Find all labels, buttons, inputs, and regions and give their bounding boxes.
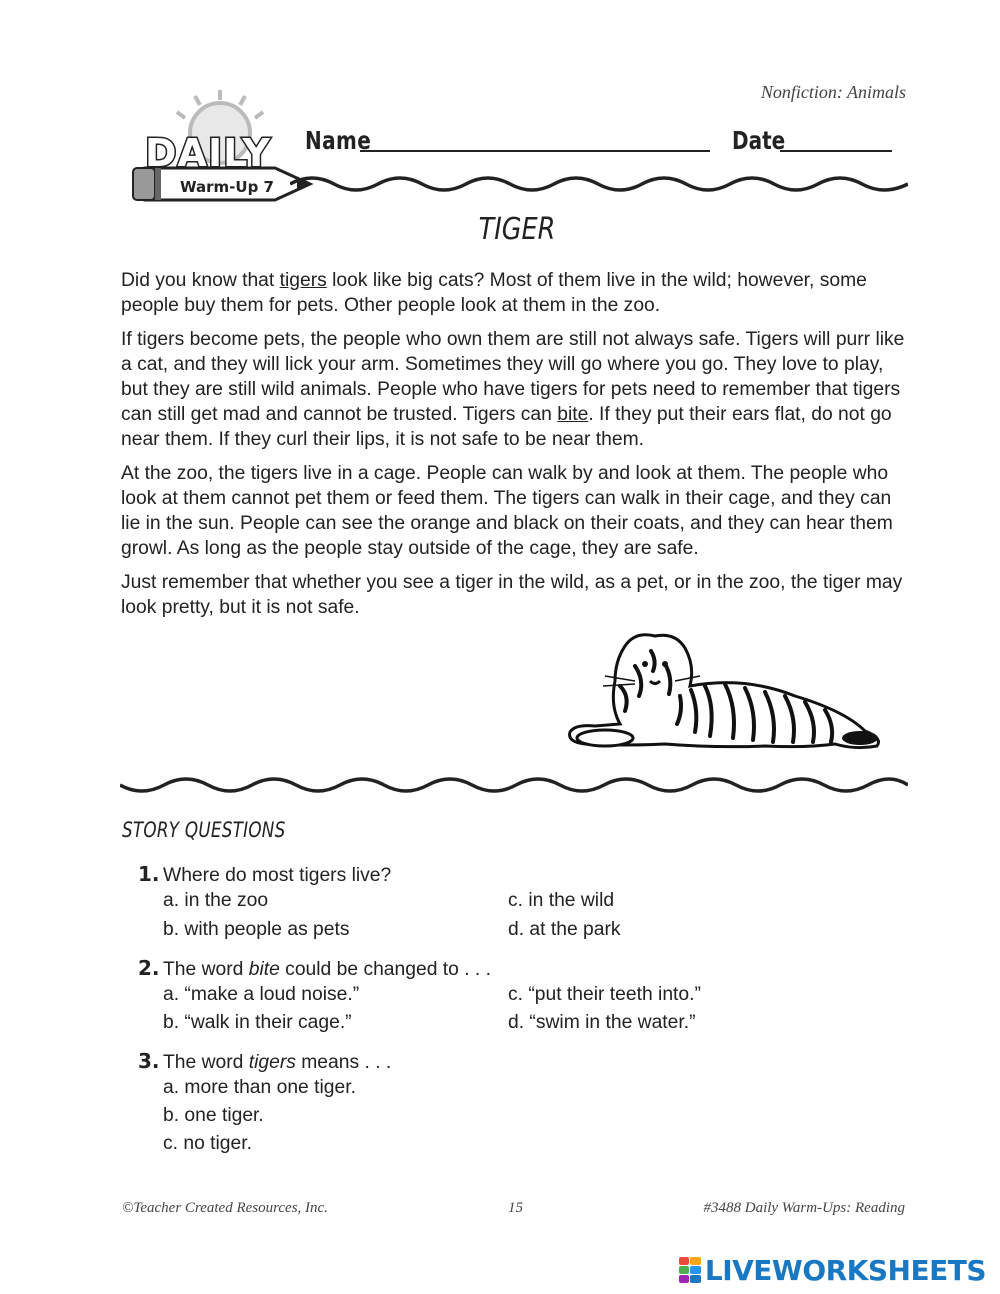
liveworksheets-brand[interactable] (679, 1252, 986, 1288)
q1-option-a[interactable]: a. in the zoo (163, 890, 269, 911)
brand-name: LIVEWORKSHEETS (704, 1253, 986, 1287)
q1-option-b[interactable]: b. with people as pets (163, 919, 350, 940)
story-paragraph: Just remember that whether you see a tiger in the wild, as a pet, or in the zoo, the tiger may look pretty, but it is not safe. (121, 572, 903, 618)
question-2: 2. The word bite could be changed to . . . (138, 956, 491, 980)
question-3: 3. The word tigers means . . . (138, 1049, 392, 1073)
date-field[interactable] (780, 150, 892, 152)
q2-option-c[interactable]: c. “put their teeth into.” (508, 984, 701, 1005)
category-label: Nonfiction: Animals (760, 82, 906, 102)
footer-book-title: #3488 Daily Warm-Ups: Reading (703, 1200, 905, 1216)
q2-option-d[interactable]: d. “swim in the water.” (508, 1012, 696, 1033)
q2-option-b[interactable]: b. “walk in their cage.” (163, 1012, 352, 1033)
story-text (121, 268, 911, 629)
date-label: Date (732, 126, 786, 155)
q2-option-a[interactable]: a. “make a loud noise.” (163, 984, 360, 1005)
wavy-divider-bottom (120, 775, 908, 797)
wavy-divider-top (290, 170, 908, 192)
name-field[interactable] (360, 150, 710, 152)
q3-option-b[interactable]: b. one tiger. (163, 1105, 264, 1126)
story-questions-heading: STORY QUESTIONS (122, 818, 286, 842)
liveworksheets-logo-icon (679, 1257, 701, 1283)
story-paragraph: At the zoo, the tigers live in a cage. People can walk by and look at them. The people who look at them cannot pet them or feed them. The tigers can walk in their cage, and they can lie in the sun. People can see the orange and black on their coats, and they can hear them growl. As long as the people stay outside of the cage, they are safe. (121, 463, 893, 559)
page-title: TIGER (478, 212, 556, 247)
q3-option-a[interactable]: a. more than one tiger. (163, 1077, 356, 1098)
q3-option-c[interactable]: c. no tiger. (163, 1133, 252, 1154)
badge-subtitle: Warm-Up 7 (180, 178, 274, 196)
tiger-illustration (565, 626, 885, 756)
badge-title: DAILY (145, 131, 271, 175)
story-paragraph: If tigers become pets, the people who own them are still not always safe. Tigers will purr like a cat, and they will lick your arm. Sometimes they will go where you go. They love to play, but they are still wild animals. People who have tigers for pets need to remember that tigers can still get mad and cannot be trusted. Tigers can bite. If they put their ears flat, do not go near them. If they curl their lips, it is not safe to be near them. (121, 329, 905, 450)
q1-option-c[interactable]: c. in the wild (508, 890, 615, 911)
q1-option-d[interactable]: d. at the park (508, 919, 621, 940)
footer-copyright: ©Teacher Created Resources, Inc. (122, 1200, 328, 1216)
name-label: Name (305, 126, 372, 155)
footer-page-number: 15 (508, 1200, 523, 1216)
question-1: 1. Where do most tigers live? (138, 862, 392, 886)
story-paragraph: Did you know that tigers look like big cats? Most of them live in the wild; however, some people buy them for pets. Other people look at them in the zoo. (121, 270, 867, 316)
